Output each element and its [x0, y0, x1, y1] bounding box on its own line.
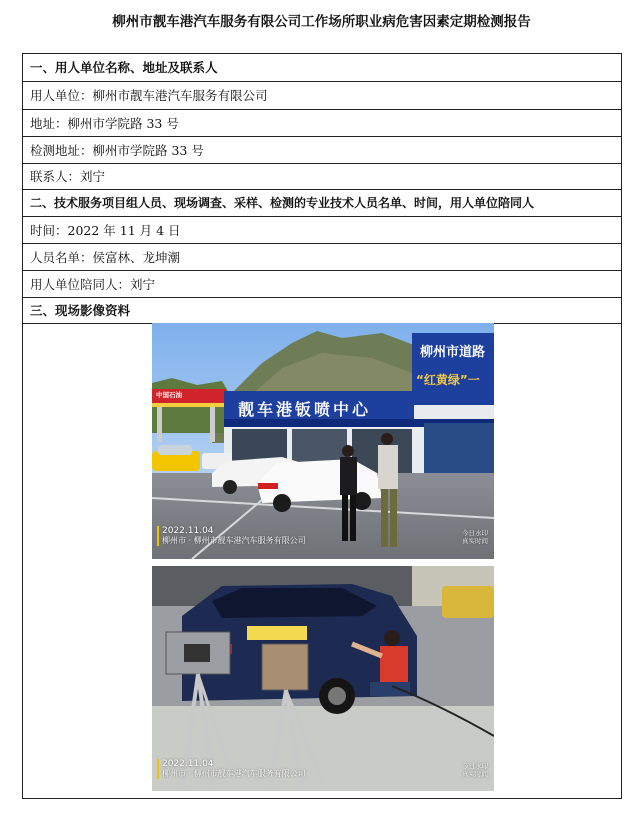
workshop-photo: [152, 566, 494, 791]
photo1-badge: [462, 529, 488, 545]
contact-row: 联系人：刘宁: [23, 164, 621, 190]
photo2-watermark: [162, 759, 306, 779]
escort-row: 用人单位陪同人：刘宁: [23, 271, 621, 298]
photo1-badge-bottom: 真实时间: [462, 537, 488, 545]
address-row: 地址：柳州市学院路 33 号: [23, 110, 621, 137]
gas-station-sign: 中国石油: [156, 391, 182, 399]
report-table: [22, 53, 622, 799]
photo2-date: 2022.11.04: [162, 759, 214, 769]
workshop-scene: [152, 566, 494, 791]
photo2-place: 柳州市 · 柳州市靓车港汽车服务有限公司: [162, 769, 306, 778]
photo2-badge: [462, 762, 488, 778]
employer-row: 用人单位：柳州市靓车港汽车服务有限公司: [23, 82, 621, 110]
photo2-badge-bottom: 真实时间: [462, 770, 488, 778]
slogan-sign: “红黄绿”一: [416, 373, 480, 387]
report-title: 柳州市靓车港汽车服务有限公司工作场所职业病危害因素定期检测报告: [112, 14, 531, 30]
section1-heading: 一、用人单位名称、地址及联系人: [23, 54, 621, 82]
test-address-row: 检测地址：柳州市学院路 33 号: [23, 137, 621, 164]
road-sign: 柳州市道路: [420, 345, 486, 360]
photo-cell: [23, 323, 621, 798]
photo1-watermark: [162, 526, 306, 546]
photo2-badge-top: 今日水印: [462, 762, 488, 770]
section2-heading: 二、技术服务项目组人员、现场调查、采样、检测的专业技术人员名单、时间，用人单位陪同人: [23, 190, 621, 217]
section3-heading: 三、现场影像资料: [23, 298, 621, 324]
photo1-date: 2022.11.04: [162, 526, 214, 536]
storefront-photo: [152, 323, 494, 559]
photo1-badge-top: 今日水印: [462, 529, 488, 537]
shop-sign: 靓车港钣喷中心: [238, 400, 372, 419]
photo1-place: 柳州市 · 柳州市靓车港汽车服务有限公司: [162, 536, 306, 545]
staff-row: 人员名单：侯富林、龙坤潮: [23, 244, 621, 271]
time-row: 时间：2022 年 11 月 4 日: [23, 217, 621, 244]
